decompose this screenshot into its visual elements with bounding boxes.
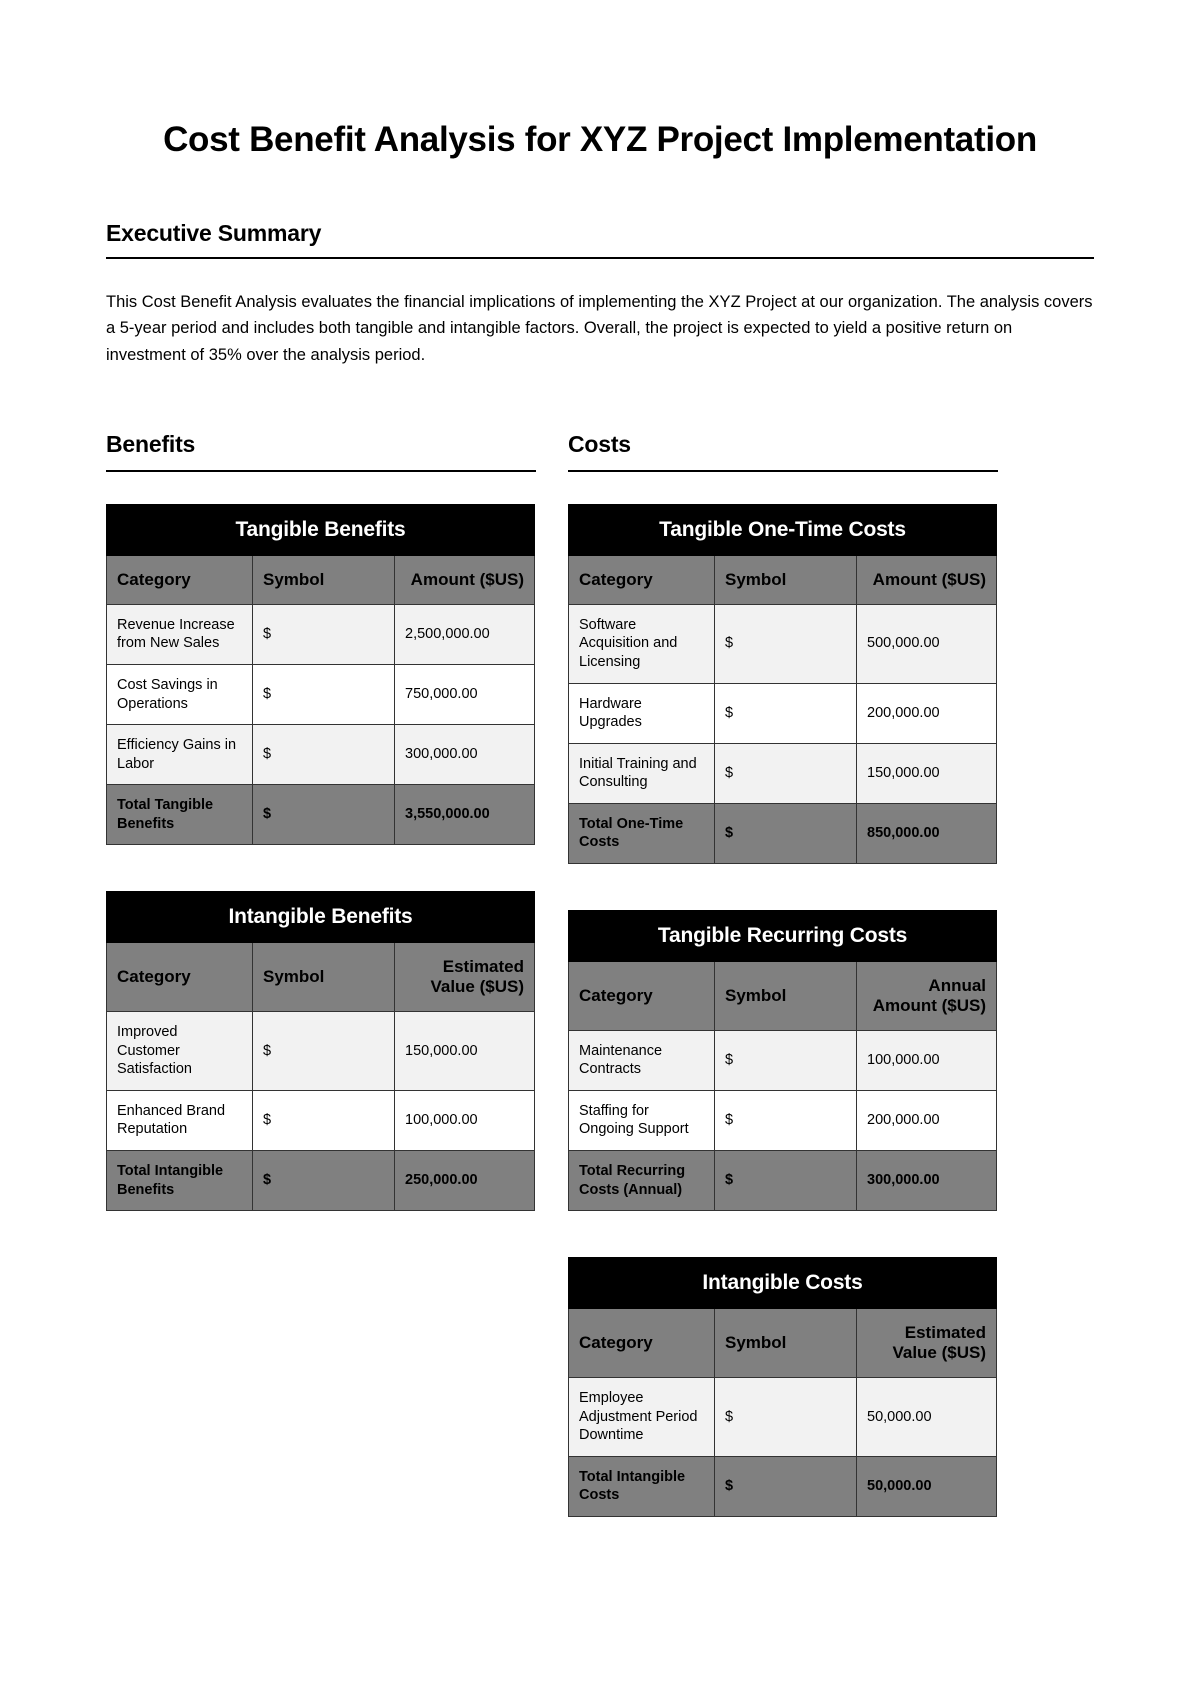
- table-row: [107, 725, 535, 785]
- column-header-category: Category: [107, 943, 253, 1012]
- cell-total-symbol: $: [715, 1456, 857, 1516]
- column-header-category: Category: [569, 961, 715, 1030]
- table-total-row: [569, 1456, 997, 1516]
- tangible-onetime-costs-table: [568, 504, 997, 864]
- cell-total-symbol: $: [253, 785, 395, 845]
- table-header-row: [569, 555, 997, 604]
- table-row: [569, 1030, 997, 1090]
- column-header-category: Category: [569, 555, 715, 604]
- benefits-costs-columns: [106, 431, 1094, 1517]
- cell-category: Software Acquisition and Licensing: [569, 604, 715, 683]
- table-row: [107, 1090, 535, 1150]
- cell-category: Staffing for Ongoing Support: [569, 1090, 715, 1150]
- executive-summary-heading: Executive Summary: [106, 219, 322, 246]
- table-total-row: [107, 785, 535, 845]
- cell-symbol: $: [715, 604, 857, 683]
- table-title-row: [107, 504, 535, 555]
- intangible-costs-table: [568, 1257, 997, 1517]
- cell-amount: 200,000.00: [857, 1090, 997, 1150]
- cell-total-label: Total One-Time Costs: [569, 803, 715, 863]
- intangible-benefits-table: [106, 891, 535, 1211]
- cell-total-label: Total Intangible Benefits: [107, 1151, 253, 1211]
- cell-symbol: $: [715, 743, 857, 803]
- cell-total-symbol: $: [715, 1151, 857, 1211]
- column-header-symbol: Symbol: [715, 1309, 857, 1378]
- costs-divider: [568, 470, 998, 472]
- cell-amount: 150,000.00: [857, 743, 997, 803]
- cell-amount: 100,000.00: [857, 1030, 997, 1090]
- table-total-row: [569, 1151, 997, 1211]
- cell-symbol: $: [253, 725, 395, 785]
- cell-amount: 300,000.00: [395, 725, 535, 785]
- cell-amount: 150,000.00: [395, 1012, 535, 1091]
- tangible-recurring-costs-table: [568, 910, 997, 1211]
- tangible-benefits-table: [106, 504, 535, 845]
- table-total-row: [569, 803, 997, 863]
- cell-amount: 50,000.00: [857, 1378, 997, 1457]
- costs-heading: Costs: [568, 430, 631, 457]
- column-header-annual-amount: Annual Amount ($US): [857, 961, 997, 1030]
- cell-symbol: $: [715, 683, 857, 743]
- cell-amount: 2,500,000.00: [395, 604, 535, 664]
- cell-category: Improved Customer Satisfaction: [107, 1012, 253, 1091]
- column-header-estimated-value: Estimated Value ($US): [857, 1309, 997, 1378]
- table-title: Tangible Recurring Costs: [569, 910, 997, 961]
- column-header-estimated-value: Estimated Value ($US): [395, 943, 535, 1012]
- table-title-row: [569, 1258, 997, 1309]
- table-header-row: [569, 1309, 997, 1378]
- column-header-category: Category: [569, 1309, 715, 1378]
- column-header-symbol: Symbol: [253, 555, 395, 604]
- table-title: Intangible Benefits: [107, 892, 535, 943]
- cell-amount: 100,000.00: [395, 1090, 535, 1150]
- table-title: Intangible Costs: [569, 1258, 997, 1309]
- column-header-symbol: Symbol: [715, 961, 857, 1030]
- cell-category: Maintenance Contracts: [569, 1030, 715, 1090]
- column-header-symbol: Symbol: [715, 555, 857, 604]
- table-row: [569, 743, 997, 803]
- table-header-row: [107, 943, 535, 1012]
- cell-total-label: Total Recurring Costs (Annual): [569, 1151, 715, 1211]
- cell-symbol: $: [253, 604, 395, 664]
- cell-symbol: $: [715, 1090, 857, 1150]
- table-row: [569, 683, 997, 743]
- cell-amount: 500,000.00: [857, 604, 997, 683]
- table-row: [569, 604, 997, 683]
- cell-total-label: Total Intangible Costs: [569, 1456, 715, 1516]
- cell-total-amount: 850,000.00: [857, 803, 997, 863]
- cell-category: Efficiency Gains in Labor: [107, 725, 253, 785]
- cell-category: Cost Savings in Operations: [107, 665, 253, 725]
- table-row: [107, 665, 535, 725]
- table-title-row: [569, 910, 997, 961]
- column-header-symbol: Symbol: [253, 943, 395, 1012]
- table-title-row: [569, 504, 997, 555]
- table-title-row: [107, 892, 535, 943]
- table-title: Tangible One-Time Costs: [569, 504, 997, 555]
- table-row: [107, 604, 535, 664]
- cell-total-symbol: $: [715, 803, 857, 863]
- benefits-column: [106, 431, 536, 1211]
- costs-column: [568, 431, 998, 1517]
- cell-category: Enhanced Brand Reputation: [107, 1090, 253, 1150]
- cell-total-symbol: $: [253, 1151, 395, 1211]
- table-row: [569, 1378, 997, 1457]
- benefits-divider: [106, 470, 536, 472]
- benefits-heading: Benefits: [106, 430, 196, 457]
- executive-summary-body: This Cost Benefit Analysis evaluates the financial implications of implementing the XYZ Project at our organization. The analysis covers a 5-year period and includes both tangible and intangible factors. Overall, the project is expected to yield a positive return on investment of 35% over the analysis period.: [106, 292, 1093, 365]
- table-title: Tangible Benefits: [107, 504, 535, 555]
- section-divider: [106, 257, 1094, 259]
- cell-symbol: $: [253, 1090, 395, 1150]
- column-header-category: Category: [107, 555, 253, 604]
- cell-total-amount: 50,000.00: [857, 1456, 997, 1516]
- table-header-row: [107, 555, 535, 604]
- cell-category: Initial Training and Consulting: [569, 743, 715, 803]
- column-header-amount: Amount ($US): [395, 555, 535, 604]
- cell-total-amount: 250,000.00: [395, 1151, 535, 1211]
- executive-summary-section: [106, 220, 1094, 369]
- table-header-row: [569, 961, 997, 1030]
- table-row: [107, 1012, 535, 1091]
- table-total-row: [107, 1151, 535, 1211]
- cell-symbol: $: [253, 1012, 395, 1091]
- cell-category: Revenue Increase from New Sales: [107, 604, 253, 664]
- cell-amount: 750,000.00: [395, 665, 535, 725]
- cell-total-amount: 3,550,000.00: [395, 785, 535, 845]
- column-header-amount: Amount ($US): [857, 555, 997, 604]
- page-title: Cost Benefit Analysis for XYZ Project Implementation: [163, 120, 1037, 159]
- cell-category: Hardware Upgrades: [569, 683, 715, 743]
- cell-symbol: $: [715, 1030, 857, 1090]
- cell-symbol: $: [715, 1378, 857, 1457]
- cell-total-amount: 300,000.00: [857, 1151, 997, 1211]
- table-row: [569, 1090, 997, 1150]
- cell-amount: 200,000.00: [857, 683, 997, 743]
- cell-total-label: Total Tangible Benefits: [107, 785, 253, 845]
- cell-category: Employee Adjustment Period Downtime: [569, 1378, 715, 1457]
- cell-symbol: $: [253, 665, 395, 725]
